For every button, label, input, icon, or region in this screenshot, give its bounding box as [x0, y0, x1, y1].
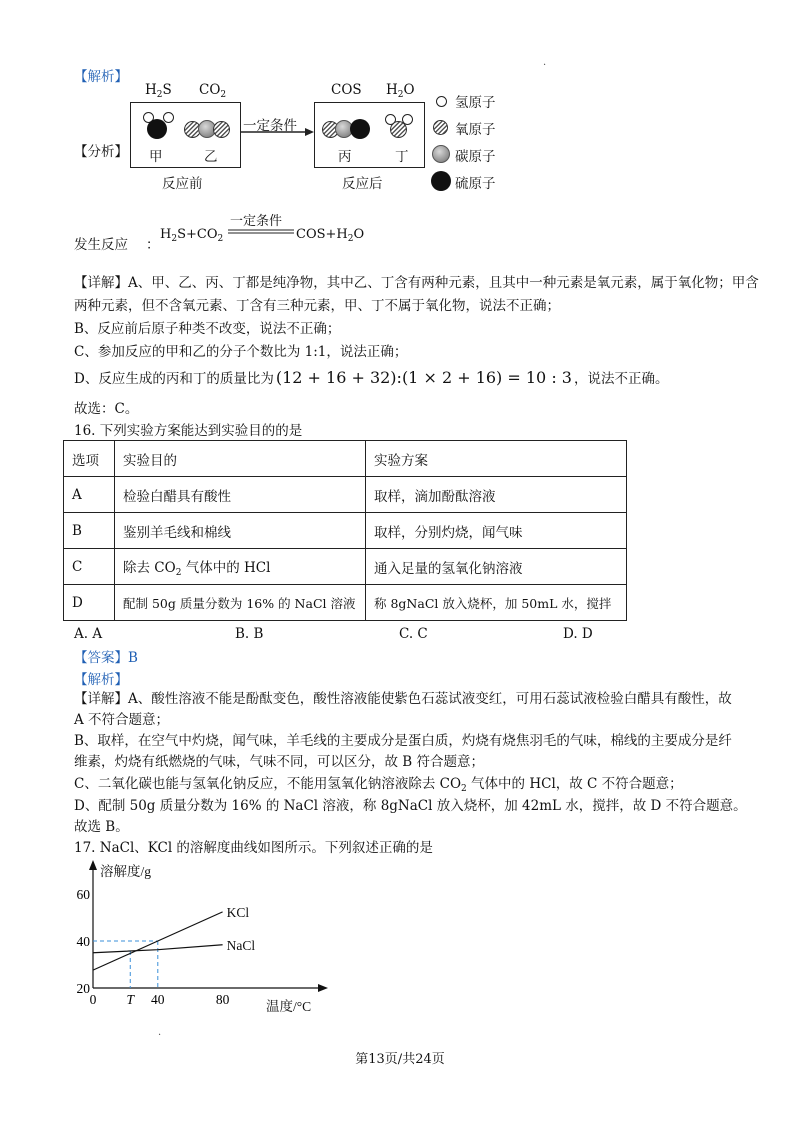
q15-answer: 故选：C。 [74, 401, 139, 417]
row-goal: 配制 50g 质量分数为 16% 的 NaCl 溶液 [115, 585, 366, 621]
x-axis-arrow [318, 984, 328, 992]
double-line-icon [228, 229, 294, 235]
table-row [64, 585, 627, 621]
row-plan: 取样，滴加酚酞溶液 [366, 477, 627, 513]
row-goal: 鉴别羊毛线和棉线 [115, 513, 366, 549]
detail-line-d: D、配制 50g 质量分数为 16% 的 NaCl 溶液，称 8gNaCl 放入烧杯，加 42mL 水，搅拌，故 D 不符合题意。 [74, 798, 747, 814]
detail-line: 维素，灼烧有纸燃烧的气味，气味不同，可以区分，故 B 符合题意； [74, 754, 485, 770]
detail-line: C、参加反应的甲和乙的分子个数比为 1:1，说法正确； [74, 344, 408, 360]
formula-h2o: $H_2O$ [386, 82, 415, 100]
table-row [64, 477, 627, 513]
detail-line: 【详解】A、酸性溶液不能是酚酞变色，酸性溶液能使紫色石蕊试液变红，可用石蕊试液检验白醋具有酸性，故 [74, 691, 732, 707]
diagram-label: 【分析】 [74, 144, 128, 160]
page-number: 第13页/共24页 [355, 1052, 445, 1067]
table-row [64, 513, 627, 549]
choice-d: D. D [563, 626, 593, 642]
arrow-label: 一定条件 [243, 118, 297, 134]
row-goal: 除去 $CO_2$ 气体中的 HCl [115, 549, 366, 585]
carbon-legend-icon [432, 145, 450, 163]
stray-dot: · [543, 60, 547, 71]
y-axis-label: 溶解度/g [100, 864, 152, 879]
table-row [64, 549, 627, 585]
y-tick-label: 60 [76, 887, 90, 902]
header-plan: 实验方案 [366, 441, 627, 477]
header-option: 选项 [64, 441, 115, 477]
legend-hydrogen: 氢原子 [455, 95, 496, 111]
reaction-colon: ： [146, 237, 160, 253]
equation-condition: 一定条件 [230, 214, 283, 229]
row-option: A [64, 477, 115, 513]
row-option: B [64, 513, 115, 549]
oxygen-legend-icon [433, 120, 448, 135]
solubility-chart [60, 858, 340, 1020]
legend-oxygen: 氧原子 [455, 122, 496, 138]
q16-analysis-tag: 【解析】 [74, 672, 128, 688]
x-tick-label: 80 [215, 992, 230, 1007]
detail-line: B、取样，在空气中灼烧，闻气味，羊毛线的主要成分是蛋白质，灼烧有烧焦羽毛的气味，棉线的主要成分是纤 [74, 733, 732, 749]
name-ding: 丁 [395, 149, 409, 165]
series-line-kcl [93, 912, 223, 970]
x-tick-label-t: T [126, 992, 135, 1007]
y-axis-arrow [89, 860, 97, 870]
oxygen-atom [213, 121, 230, 138]
q16-stem: 16. 下列实验方案能达到实验目的的是 [74, 423, 303, 439]
formula-h2s: $H_2S$ [145, 82, 172, 100]
y-tick-label: 40 [76, 934, 90, 949]
detail-line-c: C、二氧化碳也能与氢氧化钠反应，不能用氢氧化钠溶液除去 $CO_2$ 气体中的 HCl，故 C 不符合题意； [74, 776, 683, 794]
choice-b: B. B [235, 626, 264, 642]
q16-answer: 【答案】B [74, 650, 138, 666]
name-jia: 甲 [149, 149, 163, 165]
analysis-tag: 【解析】 [74, 69, 128, 85]
q16-options-table [63, 440, 627, 621]
detail-line: B、反应前后原子种类不改变，说法不正确； [74, 321, 341, 337]
series-label-nacl: NaCl [226, 937, 256, 953]
row-plan: 通入足量的氢氧化钠溶液 [366, 549, 627, 585]
detail-line: 【详解】A、甲、乙、丙、丁都是纯净物，其中乙、丁含有两种元素，且其中一种元素是氧元素，属于氧化物；甲含 [74, 275, 759, 291]
table-header-row [64, 441, 627, 477]
x-tick-label: 0 [89, 992, 97, 1007]
sulfur-atom [147, 119, 167, 139]
after-caption: 反应后 [342, 176, 383, 192]
row-plan: 称 8gNaCl 放入烧杯，加 50mL 水，搅拌 [366, 585, 627, 621]
x-axis-label: 温度/°C [266, 999, 312, 1014]
equation-lhs: $H_2S+CO_2$ [160, 227, 224, 244]
q16-final: 故选 B。 [74, 819, 129, 835]
choice-a: A. A [74, 626, 103, 642]
oxygen-atom [390, 121, 407, 138]
row-goal: 检验白醋具有酸性 [115, 477, 366, 513]
series-label-kcl: KCl [226, 904, 250, 920]
before-caption: 反应前 [162, 176, 203, 192]
choice-c: C. C [399, 626, 428, 642]
row-option: C [64, 549, 115, 585]
formula-co2: $CO_2$ [199, 82, 227, 100]
legend-sulfur: 硫原子 [455, 176, 496, 192]
detail-line: A 不符合题意； [74, 712, 170, 728]
name-bing: 丙 [338, 149, 352, 165]
q17-stem: 17. NaCl、KCl 的溶解度曲线如图所示。下列叙述正确的是 [74, 840, 433, 856]
stray-dot: · [158, 1030, 162, 1041]
legend-carbon: 碳原子 [455, 149, 496, 165]
arrow-right-icon [239, 127, 315, 137]
formula-cos: COS [331, 82, 362, 98]
row-plan: 取样，分别灼烧，闻气味 [366, 513, 627, 549]
hydrogen-atom [163, 112, 174, 123]
x-tick-label: 40 [151, 992, 165, 1007]
hydrogen-legend-icon [436, 96, 447, 107]
header-goal: 实验目的 [115, 441, 366, 477]
equation-rhs: $COS+H_2O$ [296, 227, 365, 244]
sulfur-atom [350, 119, 370, 139]
name-yi: 乙 [204, 149, 218, 165]
y-tick-label: 20 [76, 981, 90, 996]
sulfur-legend-icon [431, 171, 451, 191]
detail-line-d: D、反应生成的丙和丁的质量比为 (12 + 16 + 32):(1 × 2 + 16) = 10 : 3 ，说法不正确。 [74, 368, 669, 387]
row-option: D [64, 585, 115, 621]
detail-line: 两种元素，但不含氧元素、丁含有三种元素，甲、丁不属于氧化物，说法不正确； [74, 298, 560, 314]
reaction-label: 发生反应 [74, 237, 128, 253]
